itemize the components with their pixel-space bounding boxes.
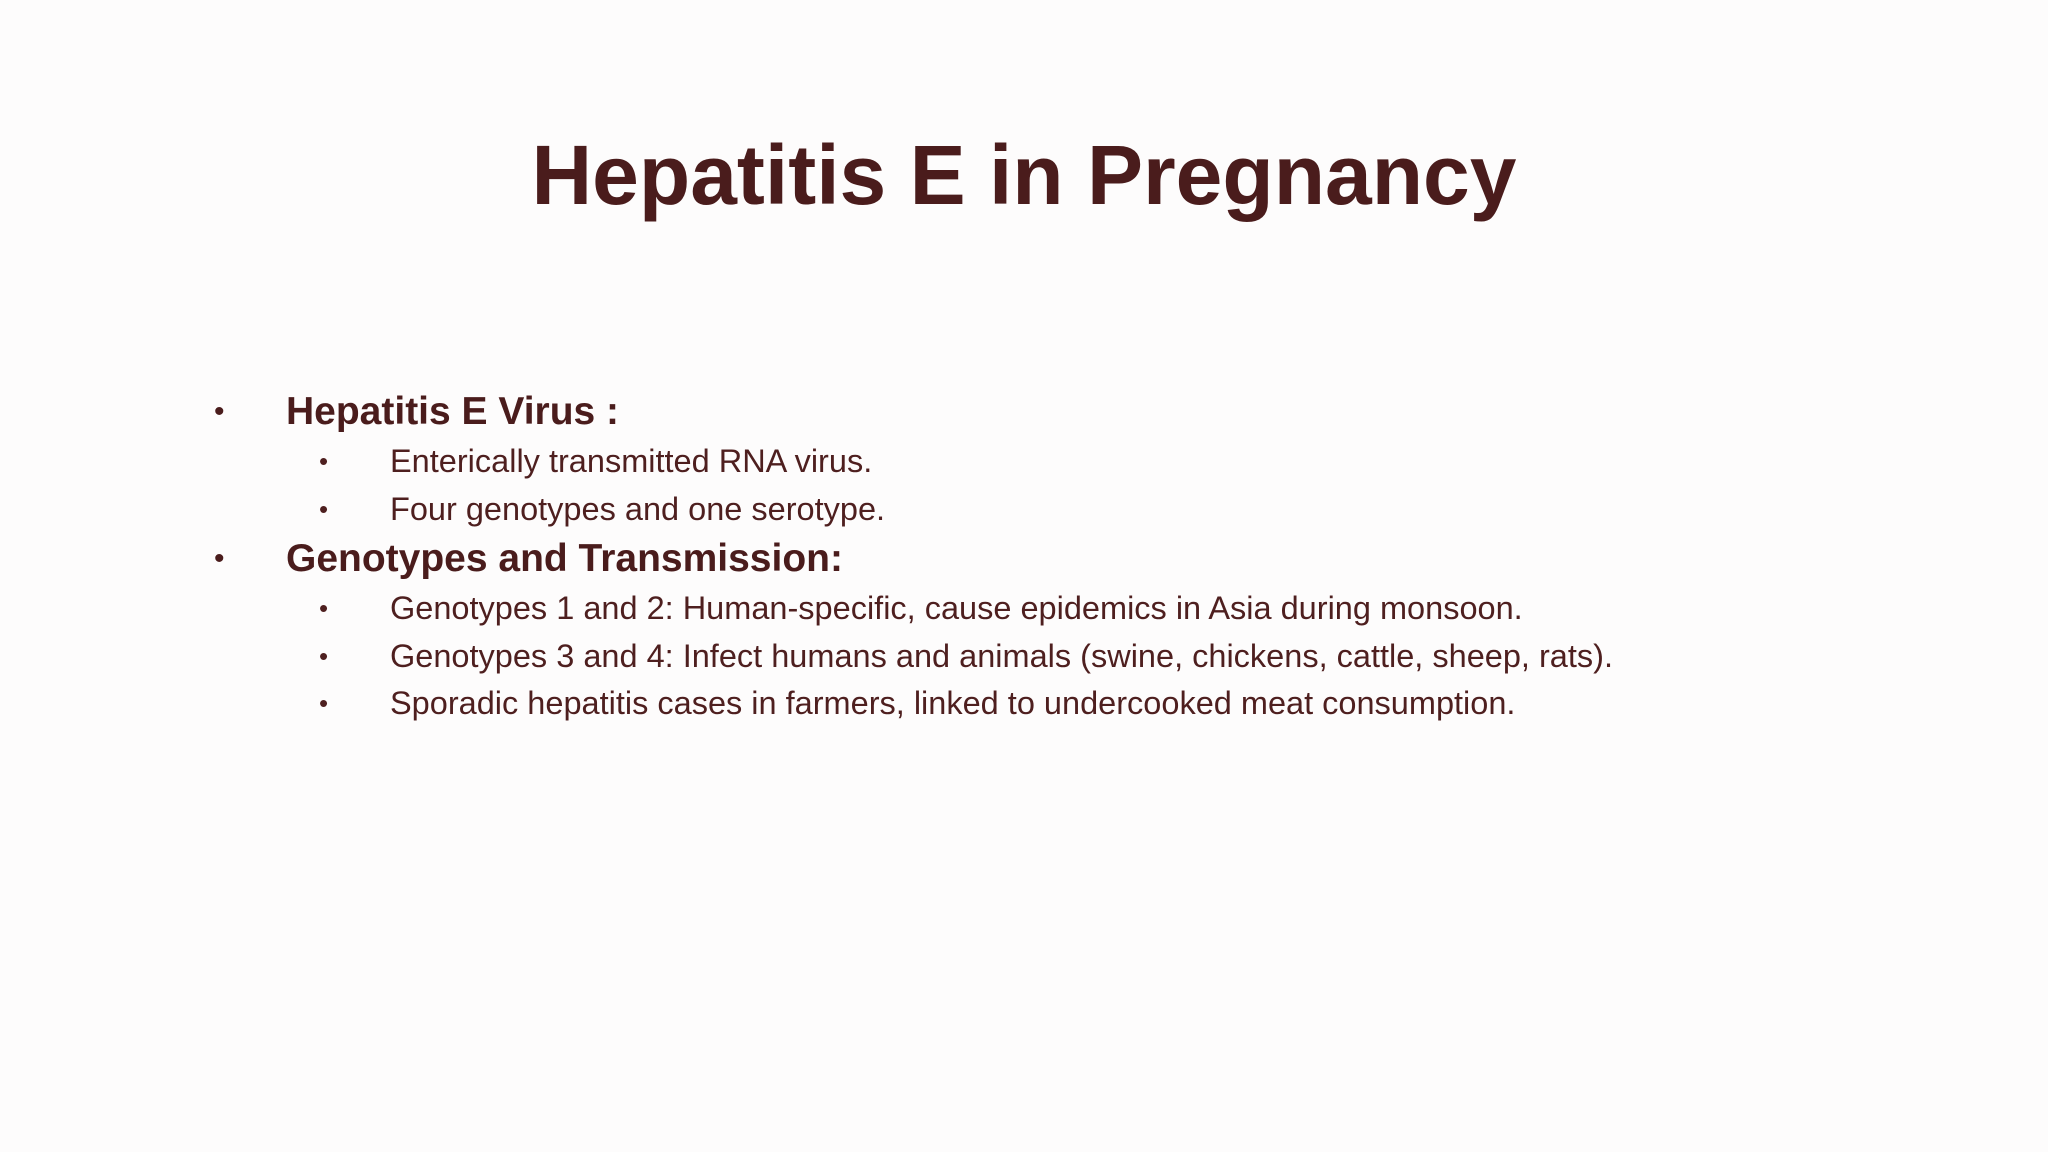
sub-bullet-icon: •	[319, 446, 329, 476]
list-item	[0, 633, 2048, 681]
sub-bullet-list	[0, 438, 2048, 533]
list-item	[0, 680, 2048, 728]
list-item-text: Genotypes 3 and 4: Infect humans and animals (swine, chickens, cattle, sheep, rats).	[390, 637, 1614, 674]
list-item	[0, 486, 2048, 534]
list-item-text: Enterically transmitted RNA virus.	[390, 443, 873, 479]
bullet-list	[0, 386, 2048, 728]
list-item-text: Four genotypes and one serotype.	[390, 490, 886, 527]
bullet-icon: •	[214, 542, 225, 575]
section-heading: Genotypes and Transmission:	[286, 537, 843, 580]
list-item-text: Sporadic hepatitis cases in farmers, linked to undercooked meat consumption.	[390, 685, 1516, 721]
sub-bullet-icon: •	[319, 593, 329, 623]
sub-bullet-icon: •	[319, 640, 329, 671]
bullet-section	[0, 386, 2048, 533]
bullet-icon: •	[214, 395, 225, 428]
slide-title: Hepatitis E in Pregnancy	[531, 128, 1517, 222]
bullet-section	[0, 533, 2048, 728]
list-item-text: Genotypes 1 and 2: Human-specific, cause epidemics in Asia during monsoon.	[390, 590, 1523, 626]
section-heading: Hepatitis E Virus :	[286, 390, 620, 433]
sub-bullet-icon: •	[319, 493, 329, 524]
list-item	[0, 438, 2048, 486]
list-item	[0, 585, 2048, 633]
sub-bullet-list	[0, 585, 2048, 728]
sub-bullet-icon: •	[319, 688, 329, 718]
